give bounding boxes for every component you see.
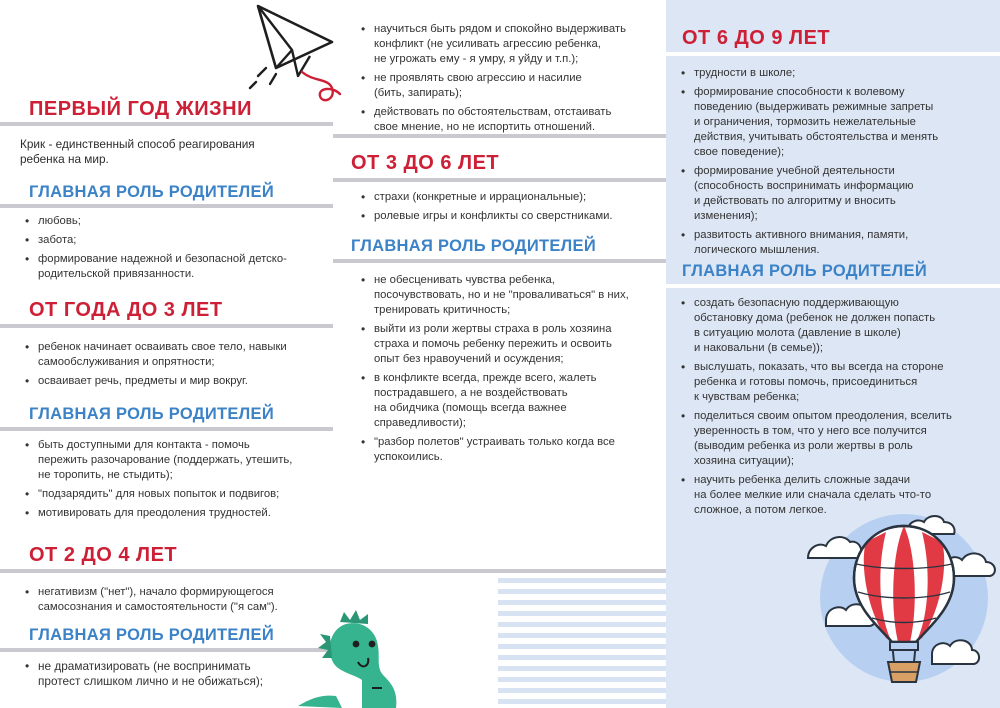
divider-bar — [0, 204, 333, 208]
hot-air-balloon-illustration — [804, 512, 1000, 696]
heading-1-to-3-years: ОТ ГОДА ДО 3 ЛЕТ — [29, 299, 223, 321]
age-6-9-list — [680, 66, 994, 262]
list-item: • не проявлять свою агрессию и насилие (бить, запирать); — [360, 71, 660, 101]
list-item: • создать безопасную поддерживающую обстановку дома (ребенок не должен попасть в ситуацию молота (давление в школе) и наковальни (в семье)); — [680, 296, 994, 356]
list-item: • не драматизировать (не воспринимать протест слишком лично и не обижаться); — [24, 659, 319, 689]
divider-bar — [666, 284, 1000, 288]
list-item: • быть доступными для контакта - помочь пережить разочарование (поддержать, утешить, не торопить, не стыдить); — [24, 438, 329, 483]
divider-bar — [666, 52, 1000, 56]
divider-bar — [333, 259, 666, 263]
age-1-3-roles-list — [24, 438, 329, 525]
list-item: • выслушать, показать, что вы всегда на стороне ребенка и готовы помочь, присоединиться к чувствам ребенка; — [680, 360, 994, 405]
list-item: • поделиться своим опытом преодоления, вселить уверенность в том, что у него все получится (выводим ребенка из роли жертвы в роль хозяина ситуации); — [680, 409, 994, 469]
heading-parents-role: ГЛАВНАЯ РОЛЬ РОДИТЕЛЕЙ — [682, 262, 928, 280]
first-year-text: Крик - единственный способ реагирования ребенка на мир. — [20, 137, 255, 166]
column-right-panel — [666, 0, 1000, 708]
divider-bar — [0, 648, 333, 652]
heading-6-to-9-years: ОТ 6 ДО 9 ЛЕТ — [682, 27, 831, 49]
list-item: • "подзарядить" для новых попыток и подвигов; — [24, 487, 329, 502]
list-item: • формирование способности к волевому поведению (выдерживать режимные запреты и ограничения, тормозить нежелательные действия, учитывать обстоятельства и менять свое поведение); — [680, 85, 994, 160]
top-roles-list — [360, 22, 660, 139]
heading-parents-role: ГЛАВНАЯ РОЛЬ РОДИТЕЛЕЙ — [29, 405, 275, 423]
list-item: • ребенок начинает осваивать свое тело, навыки самообслуживания и опрятности; — [24, 340, 329, 370]
list-item: • "разбор полетов" устраивать только когда все успокоились. — [360, 435, 660, 465]
first-year-roles-list — [24, 214, 329, 286]
divider-bar — [0, 427, 333, 431]
divider-bar — [0, 122, 333, 126]
list-item: • осваивает речь, предметы и мир вокруг. — [24, 374, 329, 389]
list-item: • формирование надежной и безопасной детско- родительской привязанности. — [24, 252, 329, 282]
divider-bar — [333, 178, 666, 182]
age-3-6-roles-list — [360, 273, 660, 469]
list-item: • страхи (конкретные и иррациональные); — [360, 190, 660, 205]
list-item: • в конфликте всегда, прежде всего, жалеть пострадавшего, а не воздействовать на обидчика (помощь всегда важнее справедливости); — [360, 371, 660, 431]
heading-3-to-6-years: ОТ 3 ДО 6 ЛЕТ — [351, 152, 500, 174]
heading-first-year: ПЕРВЫЙ ГОД ЖИЗНИ — [29, 98, 252, 120]
list-item: • действовать по обстоятельствам, отстаивать свое мнение, но не испортить отношений. — [360, 105, 660, 135]
list-item: • выйти из роли жертвы страха в роль хозяина страха и помочь ребенку пережить и освоить опыт без нравоучений и осуждения; — [360, 322, 660, 367]
list-item: • научиться быть рядом и спокойно выдерживать конфликт (не усиливать агрессию ребенка, не угрожать ему - я умру, я уйду и т.п.); — [360, 22, 660, 67]
decorative-stripes — [498, 578, 666, 708]
dinosaur-illustration — [292, 608, 410, 708]
heading-parents-role: ГЛАВНАЯ РОЛЬ РОДИТЕЛЕЙ — [351, 237, 597, 255]
age-3-6-list — [360, 190, 660, 228]
age-2-4-list — [24, 585, 329, 619]
list-item: • развитость активного внимания, памяти, логического мышления. — [680, 228, 994, 258]
list-item: • не обесценивать чувства ребенка, посочувствовать, но и не "проваливаться" в них, тренировать критичность; — [360, 273, 660, 318]
list-item: • негативизм ("нет"), начало формирующегося самосознания и самостоятельности ("я сам"). — [24, 585, 329, 615]
age-1-3-list — [24, 340, 329, 393]
column-left — [0, 0, 333, 708]
divider-bar — [333, 134, 666, 138]
list-item: • трудности в школе; — [680, 66, 994, 81]
heading-parents-role: ГЛАВНАЯ РОЛЬ РОДИТЕЛЕЙ — [29, 626, 275, 644]
divider-bar — [0, 324, 333, 328]
list-item: • ролевые игры и конфликты со сверстниками. — [360, 209, 660, 224]
list-item: • любовь; — [24, 214, 329, 229]
age-6-9-roles-list — [680, 296, 994, 522]
age-2-4-roles-list — [24, 659, 319, 693]
list-item: • забота; — [24, 233, 329, 248]
list-item: • научить ребенка делить сложные задачи на более мелкие или сначала сделать что-то сложное, а потом легкое. — [680, 473, 994, 518]
paper-plane-icon — [236, 2, 348, 110]
list-item: • формирование учебной деятельности (способность воспринимать информацию и действовать по алгоритму и вносить изменения); — [680, 164, 994, 224]
list-item: • мотивировать для преодоления трудностей. — [24, 506, 329, 521]
heading-parents-role: ГЛАВНАЯ РОЛЬ РОДИТЕЛЕЙ — [29, 183, 275, 201]
heading-2-to-4-years: ОТ 2 ДО 4 ЛЕТ — [29, 544, 178, 566]
